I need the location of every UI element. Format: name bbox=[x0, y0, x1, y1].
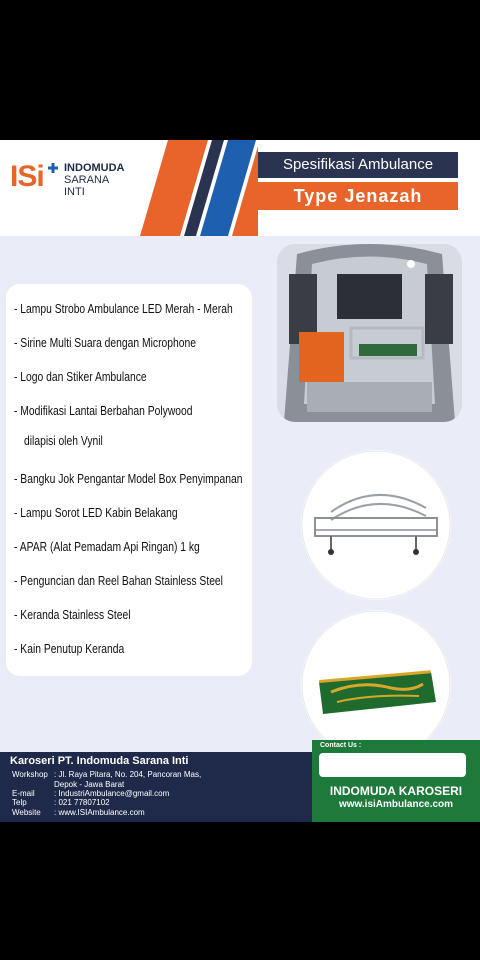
workshop-info-2: Depok - Jawa Barat bbox=[54, 780, 125, 789]
contact-panel bbox=[312, 740, 480, 822]
logo-line-1: INDOMUDA bbox=[64, 162, 125, 174]
phone-info bbox=[12, 798, 110, 807]
feature-item: - Kain Penutup Keranda bbox=[14, 642, 125, 656]
green-cloth-photo bbox=[301, 610, 451, 760]
header bbox=[0, 140, 480, 236]
phone-value: : 021 77807102 bbox=[54, 798, 110, 807]
phone-key: Telp bbox=[12, 798, 27, 807]
email-key: E-mail bbox=[12, 789, 35, 798]
poster bbox=[0, 140, 480, 822]
spec-title: Spesifikasi Ambulance bbox=[258, 152, 458, 178]
brand-name: INDOMUDA KAROSERI bbox=[329, 784, 463, 798]
feature-item: - Keranda Stainless Steel bbox=[14, 608, 131, 622]
green-cloth-illustration bbox=[301, 610, 451, 760]
email-info bbox=[12, 789, 169, 798]
keranda-illustration bbox=[301, 450, 451, 600]
feature-item: - Bangku Jok Pengantar Model Box Penyimpanan bbox=[14, 472, 243, 486]
feature-item: - Lampu Sorot LED Kabin Belakang bbox=[14, 506, 178, 520]
ambulance-interior-photo bbox=[277, 244, 462, 422]
company-name: Karoseri PT. Indomuda Sarana Inti bbox=[10, 755, 189, 767]
feature-item: - APAR (Alat Pemadam Api Ringan) 1 kg bbox=[14, 540, 200, 554]
feature-item: - Modifikasi Lantai Berbahan Polywood bbox=[14, 404, 193, 418]
logo-mark: ISi bbox=[10, 160, 44, 193]
ambulance-interior-illustration bbox=[277, 244, 462, 422]
feature-item-continued: dilapisi oleh Vynil bbox=[24, 434, 103, 448]
features-card bbox=[6, 284, 252, 676]
email-value: : IndustriAmbulance@gmail.com bbox=[54, 789, 170, 798]
workshop-info bbox=[12, 770, 201, 779]
type-title: Type Jenazah bbox=[258, 182, 458, 210]
stainless-keranda-photo bbox=[301, 450, 451, 600]
workshop-value: : Jl. Raya Pitara, No. 204, Pancoran Mas, bbox=[54, 770, 202, 779]
contact-box bbox=[319, 753, 466, 777]
website-key: Website bbox=[12, 808, 41, 817]
website-value: : www.ISIAmbulance.com bbox=[54, 808, 145, 817]
feature-item: - Sirine Multi Suara dengan Microphone bbox=[14, 336, 196, 350]
logo-line-2: SARANA bbox=[64, 174, 110, 186]
contact-label: Contact Us : bbox=[320, 742, 362, 749]
website-info bbox=[12, 808, 145, 817]
brand-website: www.isiAmbulance.com bbox=[338, 799, 454, 810]
feature-item: - Lampu Strobo Ambulance LED Merah - Merah bbox=[14, 302, 233, 316]
workshop-key: Workshop bbox=[12, 770, 48, 779]
feature-item: - Penguncian dan Reel Bahan Stainless Steel bbox=[14, 574, 223, 588]
logo-line-3: INTI bbox=[64, 186, 85, 198]
feature-item: - Logo dan Stiker Ambulance bbox=[14, 370, 147, 384]
